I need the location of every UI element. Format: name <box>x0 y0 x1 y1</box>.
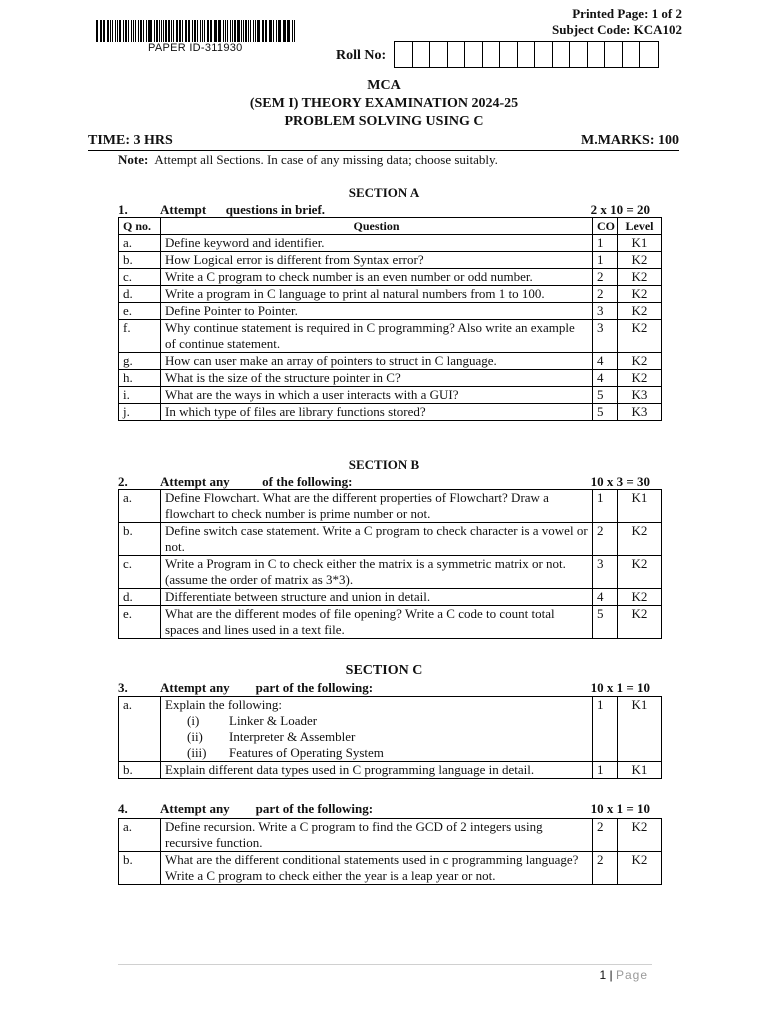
barcode-bar <box>288 20 290 42</box>
barcode-bar <box>278 20 279 42</box>
level-value: K2 <box>618 303 662 320</box>
barcode-bar <box>262 20 263 42</box>
sub-question-number: b. <box>119 523 161 556</box>
level-value: K2 <box>618 286 662 303</box>
table-row <box>119 320 662 353</box>
barcode-bar <box>245 20 247 42</box>
roll-no-box[interactable] <box>483 42 501 67</box>
barcode-bar <box>119 20 121 42</box>
section-a-table <box>118 217 662 421</box>
subject-code: Subject Code: KCA102 <box>552 22 682 37</box>
question-intro: Explain the following: <box>165 697 282 712</box>
question-text: Define switch case statement. Write a C program to check character is a vowel or not. <box>161 523 593 556</box>
roll-no-box[interactable] <box>465 42 483 67</box>
sub-question-number: d. <box>119 286 161 303</box>
question-marks: 10 x 1 = 10 <box>590 680 650 695</box>
exam-title: (SEM I) THEORY EXAMINATION 2024-25 <box>249 96 519 111</box>
barcode-bar <box>241 20 242 42</box>
co-value: 5 <box>593 387 618 404</box>
barcode-bar <box>117 20 119 42</box>
table-row <box>119 235 662 252</box>
level-value: K2 <box>618 852 662 885</box>
co-value: 4 <box>593 589 618 606</box>
list-item <box>165 729 588 745</box>
sub-question-number: g. <box>119 353 161 370</box>
co-value: 3 <box>593 556 618 589</box>
col-header-co: CO <box>593 218 618 235</box>
table-row <box>119 490 662 523</box>
question-number: 4. <box>118 801 128 816</box>
question-text <box>161 697 593 762</box>
co-value: 2 <box>593 852 618 885</box>
question-text: Write a program in C language to print al natural numbers from 1 to 100. <box>161 286 593 303</box>
table-row <box>119 370 662 387</box>
barcode-bar <box>161 20 162 42</box>
roll-no-box[interactable] <box>553 42 571 67</box>
barcode-bar <box>146 20 147 42</box>
barcode-bar <box>265 20 267 42</box>
sub-question-number: f. <box>119 320 161 353</box>
note-label: Note: <box>118 152 149 167</box>
roll-no-box[interactable] <box>605 42 623 67</box>
barcode-bar <box>171 20 172 42</box>
level-value: K2 <box>618 252 662 269</box>
question-text: Explain different data types used in C programming language in detail. <box>161 762 593 779</box>
level-value: K2 <box>618 606 662 639</box>
barcode-bar <box>110 20 111 42</box>
question-text: Define recursion. Write a C program to find the GCD of 2 integers using recursive function. <box>161 819 593 852</box>
level-value: K1 <box>618 235 662 252</box>
level-value: K2 <box>618 589 662 606</box>
question-text: Write a C program to check number is an even number or odd number. <box>161 269 593 286</box>
barcode-bar <box>163 20 164 42</box>
roll-no-boxes[interactable] <box>394 41 659 68</box>
question-marks: 10 x 1 = 10 <box>590 801 650 816</box>
roll-no-box[interactable] <box>413 42 431 67</box>
barcode-bar <box>225 20 226 42</box>
barcode-bar <box>188 20 190 42</box>
barcode-bar <box>176 20 179 42</box>
barcode-bar <box>255 20 256 42</box>
barcode-bar <box>257 20 260 42</box>
roman-numeral: (ii) <box>187 729 203 744</box>
question-instruction: Attempt any part of the following: <box>160 801 374 816</box>
table-row <box>119 852 662 885</box>
co-value: 1 <box>593 490 618 523</box>
level-value: K1 <box>618 697 662 762</box>
sub-question-number: c. <box>119 269 161 286</box>
barcode-bar <box>232 20 233 42</box>
co-value: 4 <box>593 353 618 370</box>
barcode-bar <box>96 20 98 42</box>
sub-question-number: i. <box>119 387 161 404</box>
section-a-title: SECTION A <box>348 185 420 200</box>
barcode-bar <box>214 20 217 42</box>
barcode-bar <box>100 20 101 42</box>
barcode-bar <box>218 20 219 42</box>
barcode-bar <box>207 20 209 42</box>
barcode-bar <box>192 20 193 42</box>
co-value: 2 <box>593 286 618 303</box>
table-row <box>119 387 662 404</box>
co-value: 1 <box>593 697 618 762</box>
barcode-bar <box>223 20 224 42</box>
barcode-bar <box>143 20 145 42</box>
co-value: 1 <box>593 252 618 269</box>
paper-id: PAPER ID-311930 <box>148 42 243 54</box>
co-value: 2 <box>593 523 618 556</box>
barcode-bar <box>269 20 270 42</box>
barcode-bar <box>156 20 158 42</box>
level-value: K1 <box>618 490 662 523</box>
barcode-bar <box>140 20 142 42</box>
list-item <box>165 745 588 761</box>
item-text: Features of Operating System <box>229 745 384 760</box>
item-text: Linker & Loader <box>229 713 318 728</box>
barcode-bar <box>151 20 152 42</box>
barcode-bar <box>248 20 249 42</box>
col-header-qno: Q no. <box>119 218 161 235</box>
sub-question-number: d. <box>119 589 161 606</box>
barcode-bar <box>202 20 204 42</box>
sub-question-number: b. <box>119 252 161 269</box>
question-number: 2. <box>118 474 128 489</box>
subject-title: PROBLEM SOLVING USING C <box>284 114 484 129</box>
roll-no-box[interactable] <box>518 42 536 67</box>
table-row <box>119 589 662 606</box>
page-word: Page <box>615 968 648 982</box>
barcode-bar <box>186 20 187 42</box>
sub-item-list <box>165 713 588 761</box>
note <box>118 152 498 168</box>
co-value: 2 <box>593 819 618 852</box>
barcode-bar <box>165 20 167 42</box>
question-marks: 2 x 10 = 20 <box>590 202 650 217</box>
barcode-bar <box>253 20 255 42</box>
barcode-bar <box>211 20 212 42</box>
sub-question-number: a. <box>119 235 161 252</box>
co-value: 5 <box>593 404 618 421</box>
question-text: Define Pointer to Pointer. <box>161 303 593 320</box>
roll-no-box[interactable] <box>623 42 641 67</box>
question-marks: 10 x 3 = 30 <box>590 474 650 489</box>
question-text: Define keyword and identifier. <box>161 235 593 252</box>
item-text: Interpreter & Assembler <box>229 729 356 744</box>
question-text: Write a Program in C to check either the matrix is a symmetric matrix or not.(assume the order of matrix as 3*3). <box>161 556 593 589</box>
co-value: 3 <box>593 320 618 353</box>
table-row <box>119 286 662 303</box>
barcode-bar <box>133 20 135 42</box>
barcode-bar <box>179 20 181 42</box>
level-value: K2 <box>618 269 662 286</box>
barcode-bar <box>219 20 221 42</box>
printed-page: Printed Page: 1 of 2 <box>572 6 682 21</box>
barcode-bar <box>210 20 211 42</box>
level-value: K2 <box>618 370 662 387</box>
barcode-bar <box>185 20 186 42</box>
barcode-bar <box>294 20 295 42</box>
barcode-bar <box>154 20 155 42</box>
question-4-table <box>118 818 662 885</box>
sub-question-number: e. <box>119 303 161 320</box>
section-c-title: SECTION C <box>345 663 423 678</box>
barcode-bar <box>276 20 277 42</box>
question-text: What are the different modes of file opening? Write a C code to count total spaces and lines used in a text file. <box>161 606 593 639</box>
table-row <box>119 819 662 852</box>
barcode-bar <box>283 20 286 42</box>
barcode-bar <box>243 20 244 42</box>
level-value: K2 <box>618 556 662 589</box>
level-value: K2 <box>618 353 662 370</box>
table-row <box>119 762 662 779</box>
co-value: 5 <box>593 606 618 639</box>
question-text: Differentiate between structure and union in detail. <box>161 589 593 606</box>
roll-no-box[interactable] <box>395 42 413 67</box>
table-row <box>119 556 662 589</box>
barcode-bar <box>125 20 128 42</box>
barcode-bar <box>128 20 129 42</box>
roll-no-label: Roll No: <box>336 48 387 63</box>
col-header-question: Question <box>161 218 593 235</box>
barcode-bar <box>138 20 139 42</box>
table-row <box>119 269 662 286</box>
level-value: K2 <box>618 523 662 556</box>
sub-question-number: e. <box>119 606 161 639</box>
barcode-bar <box>279 20 281 42</box>
sub-question-number: a. <box>119 819 161 852</box>
barcode-bar <box>234 20 236 42</box>
table-row <box>119 303 662 320</box>
section-b-title: SECTION B <box>348 457 420 472</box>
co-value: 4 <box>593 370 618 387</box>
roll-no-box[interactable] <box>448 42 466 67</box>
roll-no-box[interactable] <box>535 42 553 67</box>
table-row <box>119 606 662 639</box>
table-row <box>119 523 662 556</box>
question-text: What are the different conditional statements used in c programming language? Write a C program to check either the year is a leap year or not. <box>161 852 593 885</box>
barcode-bar <box>173 20 174 42</box>
question-number: 1. <box>118 202 128 217</box>
sub-question-number: c. <box>119 556 161 589</box>
co-value: 3 <box>593 303 618 320</box>
sub-question-number: a. <box>119 697 161 762</box>
sub-question-number: b. <box>119 852 161 885</box>
program-title: MCA <box>367 78 401 93</box>
sub-question-number: b. <box>119 762 161 779</box>
co-value: 1 <box>593 235 618 252</box>
table-row <box>119 353 662 370</box>
barcode-bar <box>168 20 170 42</box>
barcode-bar <box>159 20 160 42</box>
level-value: K3 <box>618 387 662 404</box>
barcode-bar <box>250 20 251 42</box>
time-label: TIME: 3 HRS <box>88 133 173 148</box>
roll-no-box[interactable] <box>570 42 588 67</box>
time-marks-row <box>88 133 679 151</box>
barcode-bar <box>270 20 272 42</box>
question-3-table <box>118 696 662 779</box>
barcode-bar <box>107 20 110 42</box>
roll-no-box[interactable] <box>430 42 448 67</box>
barcode-bar <box>230 20 231 42</box>
section-b-table <box>118 489 662 639</box>
note-text: Attempt all Sections. In case of any missing data; choose suitably. <box>154 152 498 167</box>
sub-question-number: h. <box>119 370 161 387</box>
barcode-bar <box>227 20 229 42</box>
question-text: How Logical error is different from Syntax error? <box>161 252 593 269</box>
table-row <box>119 404 662 421</box>
barcode-bar <box>115 20 116 42</box>
barcode-bar <box>263 20 264 42</box>
barcode-bar <box>287 20 288 42</box>
level-value: K2 <box>618 320 662 353</box>
page-number: 1 <box>599 968 607 982</box>
level-value: K3 <box>618 404 662 421</box>
barcode-bar <box>182 20 183 42</box>
barcode-bar <box>101 20 102 42</box>
list-item <box>165 713 588 729</box>
question-text: Define Flowchart. What are the different properties of Flowchart? Draw a flowchart to check number is prime number or not. <box>161 490 593 523</box>
roll-no-box[interactable] <box>588 42 606 67</box>
barcode-bar <box>194 20 197 42</box>
barcode-bar <box>200 20 201 42</box>
co-value: 1 <box>593 762 618 779</box>
question-text: How can user make an array of pointers to struct in C language. <box>161 353 593 370</box>
barcode-bar <box>112 20 113 42</box>
footer-divider <box>118 964 652 965</box>
table-row <box>119 697 662 762</box>
level-value: K2 <box>618 819 662 852</box>
barcode-bar <box>123 20 124 42</box>
barcode-bar <box>148 20 151 42</box>
roman-numeral: (iii) <box>187 745 207 760</box>
page-footer <box>599 968 648 982</box>
question-instruction: Attempt any of the following: <box>160 474 353 489</box>
question-instruction: Attempt any part of the following: <box>160 680 374 695</box>
barcode-bar <box>131 20 132 42</box>
col-header-level: Level <box>618 218 662 235</box>
question-text: Why continue statement is required in C programming? Also write an example of continue statement. <box>161 320 593 353</box>
roman-numeral: (i) <box>187 713 200 728</box>
question-instruction: Attempt questions in brief. <box>160 202 326 217</box>
question-text: In which type of files are library functions stored? <box>161 404 593 421</box>
question-text: What are the ways in which a user interacts with a GUI? <box>161 387 593 404</box>
table-row <box>119 252 662 269</box>
barcode-bar <box>204 20 205 42</box>
sub-question-number: j. <box>119 404 161 421</box>
barcode-bar <box>197 20 198 42</box>
roll-no-box[interactable] <box>500 42 518 67</box>
page-separator: | <box>609 968 613 982</box>
barcode-bar <box>103 20 105 42</box>
max-marks-label: M.MARKS: 100 <box>581 133 679 148</box>
roll-no-box[interactable] <box>640 42 658 67</box>
level-value: K1 <box>618 762 662 779</box>
sub-question-number: a. <box>119 490 161 523</box>
co-value: 2 <box>593 269 618 286</box>
question-text: What is the size of the structure pointer in C? <box>161 370 593 387</box>
barcode <box>96 20 302 42</box>
barcode-bar <box>135 20 136 42</box>
question-number: 3. <box>118 680 128 695</box>
barcode-bar <box>292 20 293 42</box>
barcode-bar <box>237 20 240 42</box>
barcode-bar <box>273 20 274 42</box>
